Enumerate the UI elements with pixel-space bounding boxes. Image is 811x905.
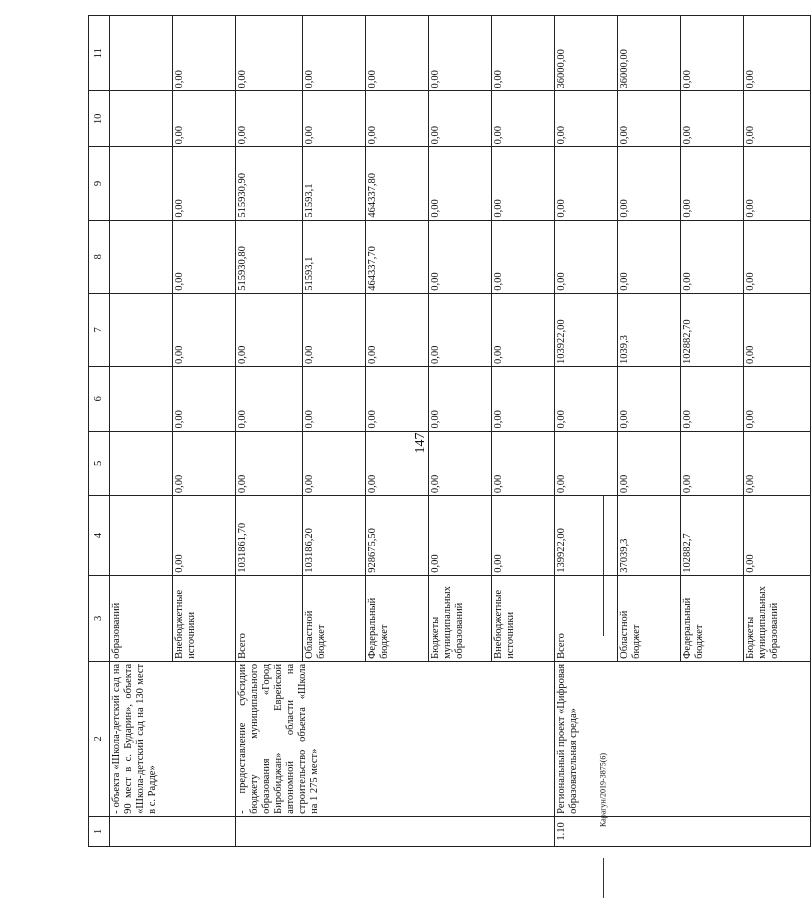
amount-cell: 0,00 — [681, 431, 744, 496]
amount-cell: 0,00 — [429, 431, 492, 496]
amount-cell: 0,00 — [303, 91, 366, 147]
funding-source-cell: Федеральный бюджет — [366, 575, 429, 661]
funding-source-cell: Бюджеты муниципальных образований — [429, 575, 492, 661]
funding-source-cell: Областной бюджет — [618, 575, 681, 661]
amount-cell: 0,00 — [555, 220, 618, 293]
funding-source-cell: Всего — [555, 575, 618, 661]
amount-cell: 0,00 — [173, 220, 236, 293]
amount-cell: 0,00 — [303, 293, 366, 366]
amount-cell: 0,00 — [618, 431, 681, 496]
amount-cell: 515930,80 — [236, 220, 303, 293]
amount-cell: 0,00 — [555, 431, 618, 496]
column-header: 5 — [89, 431, 110, 496]
amount-cell: 0,00 — [744, 431, 811, 496]
amount-cell: 0,00 — [236, 293, 303, 366]
budget-table — [88, 15, 811, 847]
amount-cell: 0,00 — [744, 220, 811, 293]
amount-cell: 0,00 — [429, 293, 492, 366]
amount-cell — [110, 366, 173, 431]
amount-cell: 36000,00 — [555, 16, 618, 91]
amount-cell: 0,00 — [744, 366, 811, 431]
amount-cell: 103922,00 — [555, 293, 618, 366]
amount-cell: 102882,70 — [681, 293, 744, 366]
amount-cell: 0,00 — [303, 16, 366, 91]
amount-cell: 0,00 — [555, 91, 618, 147]
amount-cell — [110, 431, 173, 496]
measure-name-cell: - предоставление субсидии бюджету муниципального образования «Город Биробиджан» Еврейской автономной области на строительство объекта «Школа на 1 275 мест» — [236, 661, 555, 816]
amount-cell: 0,00 — [681, 16, 744, 91]
amount-cell: 0,00 — [236, 431, 303, 496]
amount-cell: 0,00 — [429, 496, 492, 576]
funding-source-cell: Федеральный бюджет — [681, 575, 744, 661]
amount-cell: 0,00 — [492, 431, 555, 496]
funding-source-cell: Внебюджетные источники — [173, 575, 236, 661]
column-header: 7 — [89, 293, 110, 366]
amount-cell: 0,00 — [366, 366, 429, 431]
document-footer: Карагун/2019-3875(6) — [598, 752, 608, 828]
amount-cell: 464337,80 — [366, 147, 429, 220]
amount-cell: 0,00 — [555, 147, 618, 220]
item-number-cell: 1.10 — [555, 816, 811, 846]
amount-cell: 0,00 — [429, 366, 492, 431]
column-header: 10 — [89, 91, 110, 147]
amount-cell: 0,00 — [492, 293, 555, 366]
amount-cell: 0,00 — [173, 147, 236, 220]
funding-source-cell: Внебюджетные источники — [492, 575, 555, 661]
amount-cell: 0,00 — [236, 366, 303, 431]
amount-cell: 0,00 — [429, 147, 492, 220]
amount-cell: 0,00 — [429, 91, 492, 147]
amount-cell: 0,00 — [366, 16, 429, 91]
funding-source-cell: образований — [110, 575, 173, 661]
amount-cell: 0,00 — [492, 220, 555, 293]
amount-cell: 0,00 — [744, 496, 811, 576]
amount-cell: 0,00 — [173, 16, 236, 91]
amount-cell — [110, 91, 173, 147]
amount-cell: 0,00 — [492, 366, 555, 431]
header-row — [89, 16, 110, 847]
amount-cell — [110, 16, 173, 91]
amount-cell: 0,00 — [366, 293, 429, 366]
amount-cell: 0,00 — [173, 366, 236, 431]
amount-cell: 0,00 — [492, 16, 555, 91]
amount-cell: 0,00 — [618, 91, 681, 147]
amount-cell: 0,00 — [681, 91, 744, 147]
amount-cell: 0,00 — [492, 91, 555, 147]
column-header: 1 — [89, 816, 110, 846]
margin-rule-bottom — [603, 858, 604, 898]
measure-name-cell: Региональный проект «Цифровая образовательная среда» — [555, 661, 811, 816]
amount-cell: 1039,3 — [618, 293, 681, 366]
amount-cell: 0,00 — [681, 366, 744, 431]
amount-cell: 0,00 — [555, 366, 618, 431]
column-header: 6 — [89, 366, 110, 431]
funding-source-cell: Областной бюджет — [303, 575, 366, 661]
amount-cell: 0,00 — [173, 91, 236, 147]
funding-source-cell: Бюджеты муниципальных образований — [744, 575, 811, 661]
amount-cell: 103186,20 — [303, 496, 366, 576]
amount-cell: 51593,1 — [303, 147, 366, 220]
amount-cell: 0,00 — [173, 496, 236, 576]
amount-cell: 102882,7 — [681, 496, 744, 576]
column-header: 4 — [89, 496, 110, 576]
amount-cell: 0,00 — [744, 91, 811, 147]
column-header: 2 — [89, 661, 110, 816]
measure-name-cell: - объекта «Школа-детский сад на 90 мест в с. Бударин», объекта «Школа-детский сад на 130 мест в с. Радде» — [110, 661, 236, 816]
amount-cell: 0,00 — [618, 366, 681, 431]
amount-cell: 36000,00 — [618, 16, 681, 91]
column-header: 9 — [89, 147, 110, 220]
funding-source-cell: Всего — [236, 575, 303, 661]
amount-cell: 0,00 — [429, 16, 492, 91]
amount-cell: 0,00 — [681, 147, 744, 220]
column-header: 3 — [89, 575, 110, 661]
amount-cell: 0,00 — [492, 496, 555, 576]
amount-cell: 0,00 — [744, 147, 811, 220]
amount-cell: 0,00 — [366, 431, 429, 496]
table-row — [236, 16, 303, 847]
amount-cell: 0,00 — [618, 220, 681, 293]
item-number-cell — [110, 816, 236, 846]
amount-cell — [110, 496, 173, 576]
column-header: 11 — [89, 16, 110, 91]
amount-cell — [110, 220, 173, 293]
table-row — [555, 16, 618, 847]
amount-cell: 928675,50 — [366, 496, 429, 576]
page-number: 147 — [413, 432, 428, 454]
table-row — [110, 16, 173, 847]
amount-cell: 0,00 — [744, 293, 811, 366]
amount-cell: 0,00 — [173, 293, 236, 366]
amount-cell: 51593,1 — [303, 220, 366, 293]
amount-cell: 37039,3 — [618, 496, 681, 576]
column-header: 8 — [89, 220, 110, 293]
amount-cell: 464337,70 — [366, 220, 429, 293]
amount-cell: 0,00 — [744, 16, 811, 91]
amount-cell: 0,00 — [173, 431, 236, 496]
amount-cell — [110, 293, 173, 366]
amount-cell — [110, 147, 173, 220]
amount-cell: 0,00 — [236, 16, 303, 91]
amount-cell: 0,00 — [681, 220, 744, 293]
amount-cell: 139922,00 — [555, 496, 618, 576]
item-number-cell — [236, 816, 555, 846]
amount-cell: 0,00 — [366, 91, 429, 147]
amount-cell: 0,00 — [429, 220, 492, 293]
amount-cell: 0,00 — [492, 147, 555, 220]
amount-cell: 0,00 — [236, 91, 303, 147]
amount-cell: 1031861,70 — [236, 496, 303, 576]
amount-cell: 515930,90 — [236, 147, 303, 220]
amount-cell: 0,00 — [618, 147, 681, 220]
amount-cell: 0,00 — [303, 431, 366, 496]
amount-cell: 0,00 — [303, 366, 366, 431]
